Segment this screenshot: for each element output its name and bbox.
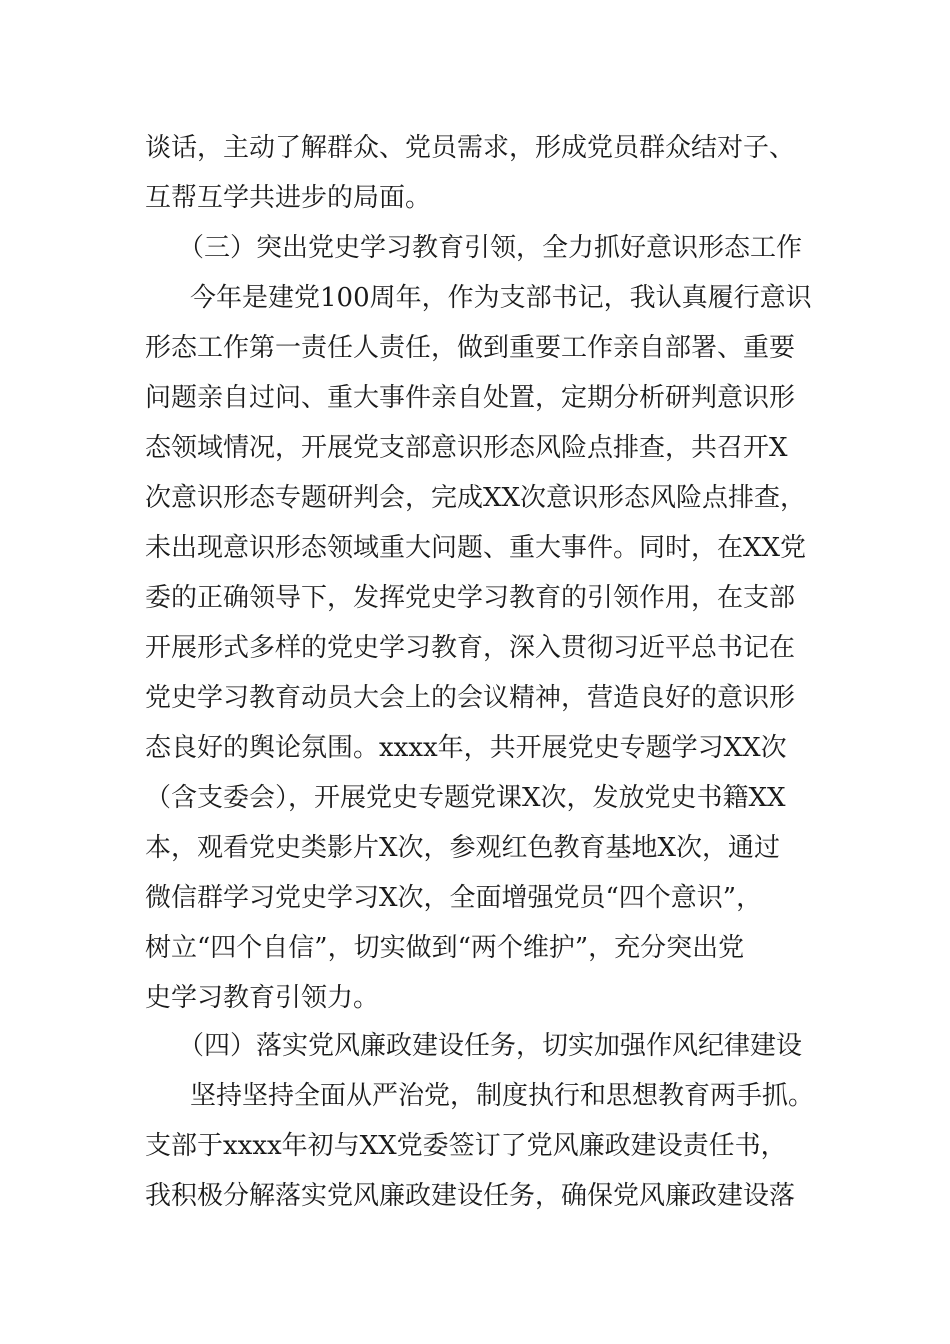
text-line: 我积极分解落实党风廉政建设任务，确保党风廉政建设落: [145, 1181, 796, 1211]
text-line: 本，观看党史类影片X次，参观红色教育基地X次，通过: [145, 833, 781, 863]
text-line: 史学习教育引领力。: [145, 983, 380, 1013]
text-line: 党史学习教育动员大会上的会议精神，营造良好的意识形: [145, 683, 796, 713]
text-line: 未出现意识形态领域重大问题、重大事件。同时，在XX党: [145, 533, 807, 563]
text-line: 今年是建党100周年，作为支部书记，我认真履行意识: [190, 283, 812, 313]
text-line: 态领域情况，开展党支部意识形态风险点排查，共召开X: [145, 433, 788, 463]
text-line: 坚持坚持全面从严治党，制度执行和思想教育两手抓。: [190, 1081, 815, 1111]
section-heading: （四）落实党风廉政建设任务，切实加强作风纪律建设: [178, 1031, 803, 1061]
text-line: 开展形式多样的党史学习教育，深入贯彻习近平总书记在: [145, 633, 796, 663]
text-line: 树立“四个自信”，切实做到“两个维护”，充分突出党: [145, 933, 745, 963]
text-line: （含支委会），开展党史专题党课X次，发放党史书籍XX: [145, 783, 786, 813]
text-line: 谈话，主动了解群众、党员需求，形成党员群众结对子、: [145, 133, 796, 163]
text-line: 形态工作第一责任人责任，做到重要工作亲自部署、重要: [145, 333, 796, 363]
text-line: 互帮互学共进步的局面。: [145, 183, 432, 213]
text-line: 微信群学习党史学习X次，全面增强党员“四个意识”，: [145, 883, 763, 913]
text-line: 次意识形态专题研判会，完成XX次意识形态风险点排查，: [145, 483, 807, 513]
text-line: 支部于xxxx年初与XX党委签订了党风廉政建设责任书，: [145, 1131, 787, 1161]
text-line: 委的正确领导下，发挥党史学习教育的引领作用，在支部: [145, 583, 796, 613]
text-line: 态良好的舆论氛围。xxxx年，共开展党史专题学习XX次: [145, 733, 787, 763]
text-line: 问题亲自过问、重大事件亲自处置，定期分析研判意识形: [145, 383, 796, 413]
section-heading: （三）突出党史学习教育引领，全力抓好意识形态工作: [178, 233, 803, 263]
